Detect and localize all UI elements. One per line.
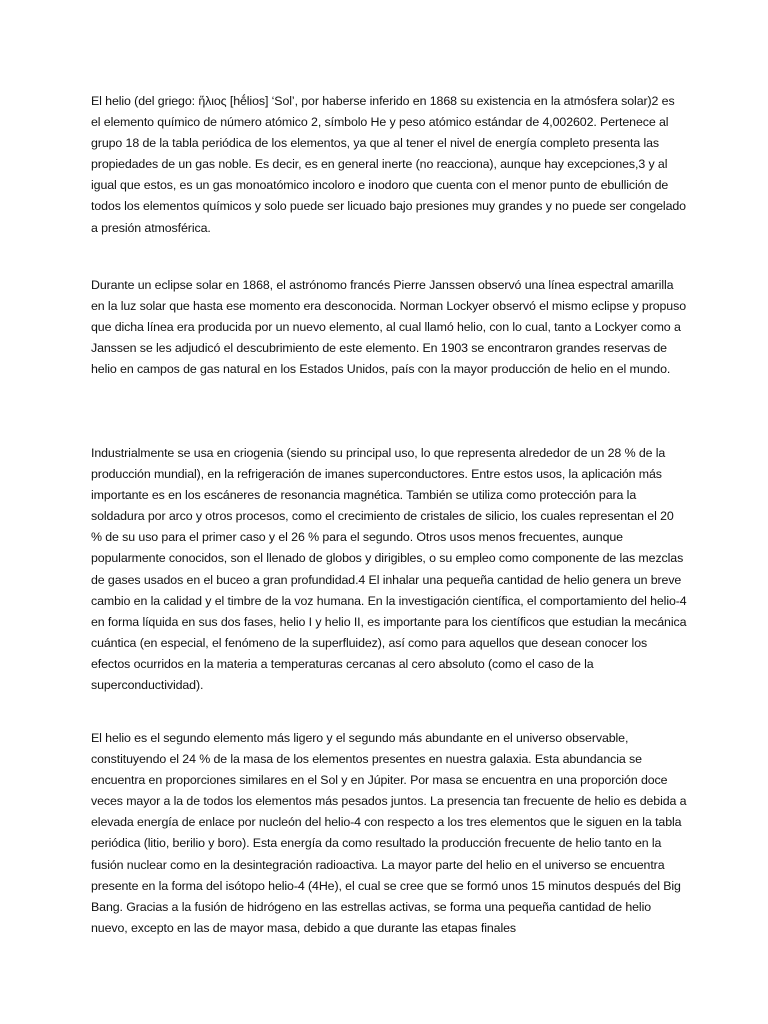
paragraph-helium-abundance: El helio es el segundo elemento más ligero y el segundo más abundante en el universo observable, constituyendo el 24 % de la masa de los elementos presentes en nuestra galaxia. Esta abundancia se encuentra en proporciones similares en el Sol y en Júpiter. Por masa se encuentra en una proporción doce veces mayor a la de todos los elementos más pesados juntos. La presencia tan frecuente de helio es debida a elevada energía de enlace por nucleón del helio-4 con respecto a los tres elementos que le siguen en la tabla periódica (litio, berilio y boro). Esta energía da como resultado la producción frecuente de helio tanto en la fusión nuclear como en la desintegración radioactiva. La mayor parte del helio en el universo se encuentra presente en la forma del isótopo helio-4 (4He), el cual se cree que se formó unos 15 minutos después del Big Bang. Gracias a la fusión de hidrógeno en las estrellas activas, se forma una pequeña cantidad de helio nuevo, excepto en las de mayor masa, debido a que durante las etapas finales (91, 731, 687, 935)
paragraph-helium-uses: Industrialmente se usa en criogenia (siendo su principal uso, lo que representa alrededor de un 28 % de la producción mundial), en la refrigeración de imanes superconductores. Entre estos usos, la aplicación más importante es en los escáneres de resonancia magnética. También se utiliza como protección para la soldadura por arco y otros procesos, como el crecimiento de cristales de silicio, los cuales representan el 20 % de su uso para el primer caso y el 26 % para el segundo. Otros usos menos frecuentes, aunque popularmente conocidos, son el llenado de globos y dirigibles, o su empleo como componente de las mezclas de gases usados en el buceo a gran profundidad.4 El inhalar una pequeña cantidad de helio genera un breve cambio en la calidad y el timbre de la voz humana. En la investigación científica, el comportamiento del helio-4 en forma líquida en sus dos fases, helio I y helio II, es importante para los científicos que estudian la mecánica cuántica (en especial, el fenómeno de la superfluidez), así como para aquellos que desean conocer los efectos ocurridos en la materia a temperaturas cercanas al cero absoluto (como el caso de la superconductividad). (91, 446, 687, 693)
paragraph-helium-discovery: Durante un eclipse solar en 1868, el astrónomo francés Pierre Janssen observó una línea espectral amarilla en la luz solar que hasta ese momento era desconocida. Norman Lockyer observó el mismo eclipse y propuso que dicha línea era producida por un nuevo elemento, al cual llamó helio, con lo cual, tanto a Lockyer como a Janssen se les adjudicó el descubrimiento de este elemento. En 1903 se encontraron grandes reservas de helio en campos de gas natural en los Estados Unidos, país con la mayor producción de helio en el mundo. (91, 278, 686, 377)
paragraph-helium-definition: El helio (del griego: ἥλιος [hḗlios] ‘Sol’, por haberse inferido en 1868 su existencia en la atmósfera solar)2 es el elemento químico de número atómico 2, símbolo He y peso atómico estándar de 4,002602. Pertenece al grupo 18 de la tabla periódica de los elementos, ya que al tener el nivel de energía completo presenta las propiedades de un gas noble. Es decir, es en general inerte (no reacciona), aunque hay excepciones,3 y al igual que estos, es un gas monoatómico incoloro e inodoro que cuenta con el menor punto de ebullición de todos los elementos químicos y solo puede ser licuado bajo presiones muy grandes y no puede ser congelado a presión atmosférica. (91, 94, 686, 235)
